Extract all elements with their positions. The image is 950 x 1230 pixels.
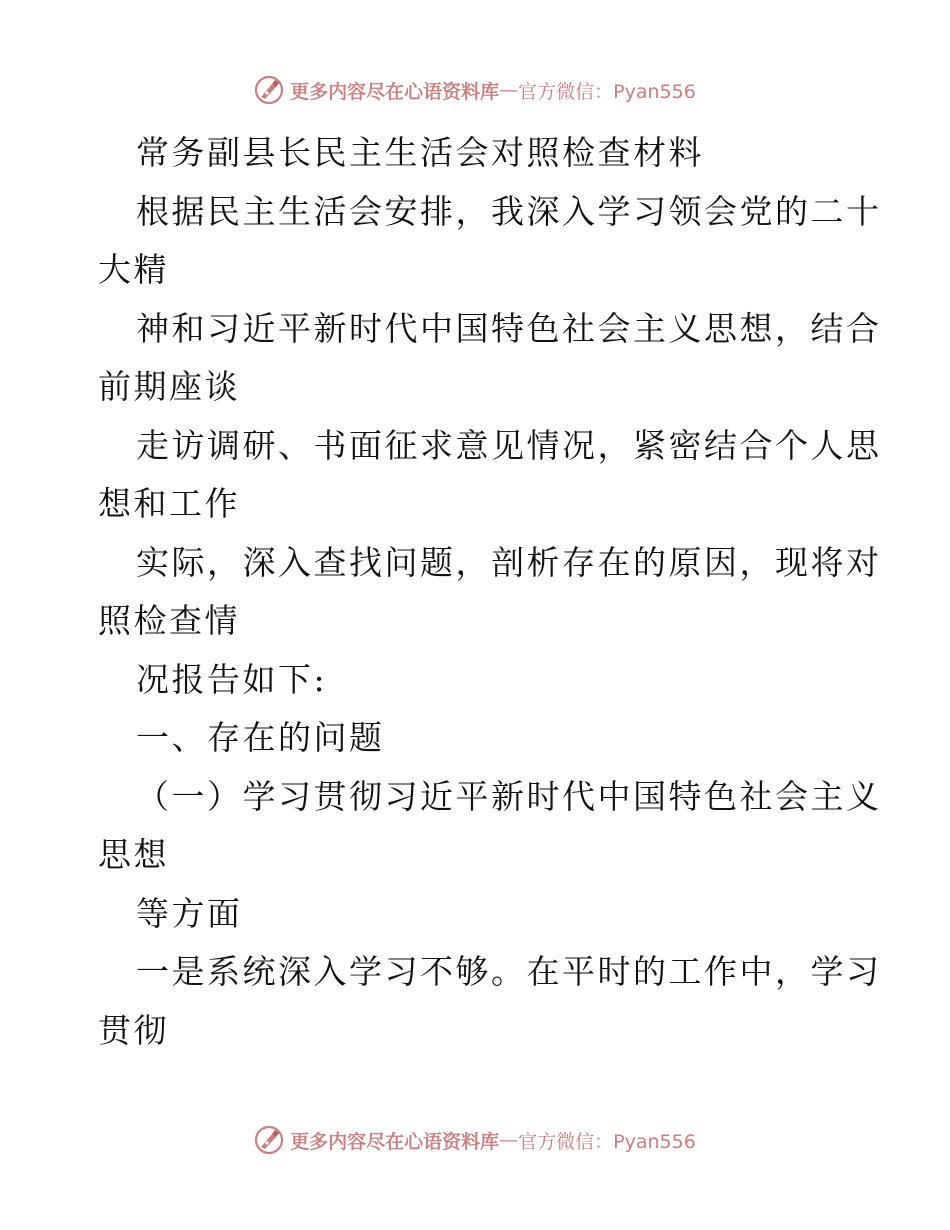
document-body — [98, 124, 882, 1060]
watermark-account-text: 官方微信：Pyan556 — [518, 80, 696, 103]
paragraph-line: 照检查情 — [98, 601, 240, 640]
paragraph-line: 想和工作 — [98, 484, 240, 523]
paragraph-line: 走访调研、书面征求意见情况，紧密结合个人思 — [136, 425, 882, 465]
watermark-dash: — — [499, 1129, 519, 1151]
paragraph-line: 实际，深入查找问题，剖析存在的原因，现将对 — [136, 542, 882, 582]
paragraph-line: 等方面 — [136, 893, 243, 933]
footer-watermark — [0, 1120, 950, 1160]
pen-nib-logo-icon — [254, 75, 284, 105]
paragraph-line: 神和习近平新时代中国特色社会主义思想，结合 — [136, 308, 882, 348]
watermark-dash: — — [499, 79, 519, 101]
paragraph-line: 思想 — [98, 835, 169, 874]
document-title: 常务副县长民主生活会对照检查材料 — [136, 133, 704, 172]
paragraph-line: 前期座谈 — [98, 367, 240, 406]
header-watermark — [0, 70, 950, 110]
pen-nib-logo-icon — [254, 1125, 284, 1155]
watermark-site-text: 更多内容尽在心语资料库 — [290, 80, 500, 103]
paragraph-line: 一是系统深入学习不够。在平时的工作中，学习 — [136, 952, 882, 991]
watermark-account-text: 官方微信：Pyan556 — [518, 1130, 696, 1153]
paragraph-line: 根据民主生活会安排，我深入学习领会党的二十 — [136, 191, 882, 231]
paragraph-line: 大精 — [98, 250, 169, 289]
subsection-heading: （一）学习贯彻习近平新时代中国特色社会主义 — [136, 776, 882, 816]
section-heading: 一、存在的问题 — [136, 718, 385, 757]
paragraph-line: 贯彻 — [98, 1010, 169, 1050]
watermark-site-text: 更多内容尽在心语资料库 — [290, 1130, 500, 1153]
paragraph-line: 况报告如下: — [136, 659, 328, 699]
